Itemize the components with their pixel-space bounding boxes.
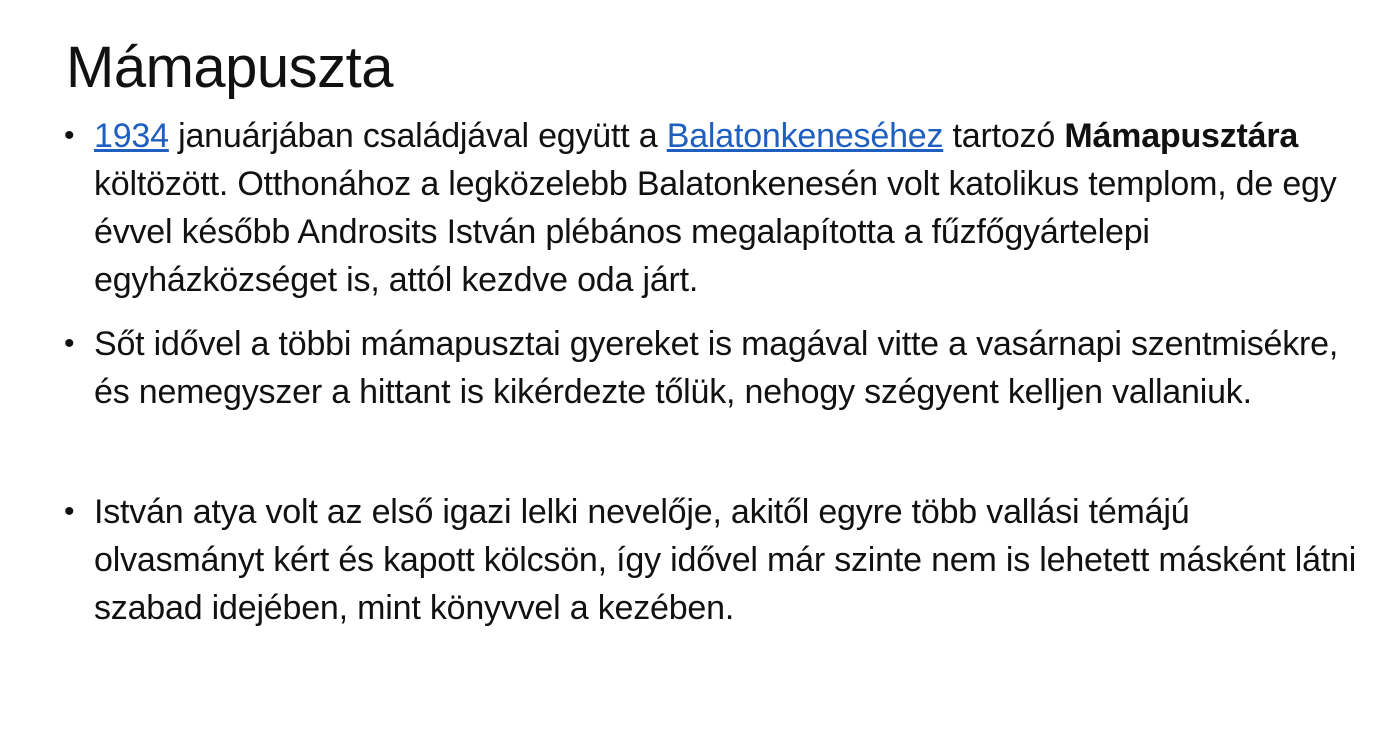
bullet-text: tartozó <box>943 117 1065 155</box>
bullet-item <box>0 320 1400 416</box>
slide-title: Mámapuszta <box>66 35 394 100</box>
bullet-item <box>0 488 1400 632</box>
bullet-dot-icon: • <box>64 495 75 528</box>
bullet-item <box>0 112 1400 304</box>
place-link[interactable]: Balatonkeneséhez <box>666 117 944 155</box>
bullet-dot-icon: • <box>64 119 75 152</box>
bullet-text: költözött. Otthonához a legközelebb Balatonkenesén volt katolikus templom, de egy évvel később Androsits István plébános megalapította a fűzfőgyártelepi egyházközséget is, attól kezdve oda járt. <box>94 165 1337 299</box>
bullet-text: Sőt idővel a többi mámapusztai gyereket is magával vitte a vasárnapi szentmisékre, és nemegyszer a hittant is kikérdezte tőlük, nehogy szégyent kelljen vallaniuk. <box>94 325 1339 411</box>
bullet-list <box>0 112 1400 632</box>
bullet-dot-icon: • <box>64 327 75 360</box>
bullet-text: januárjában családjával együtt a <box>168 117 667 155</box>
year-link[interactable]: 1934 <box>94 117 169 155</box>
bold-place-name: Mámapusztára <box>1064 117 1299 155</box>
bullet-text: István atya volt az első igazi lelki nevelője, akitől egyre több vallási témájú olvasmányt kért és kapott kölcsön, így idővel már szinte nem is lehetett másként látni szabad idejében, mint könyvvel a kezében. <box>94 493 1357 627</box>
